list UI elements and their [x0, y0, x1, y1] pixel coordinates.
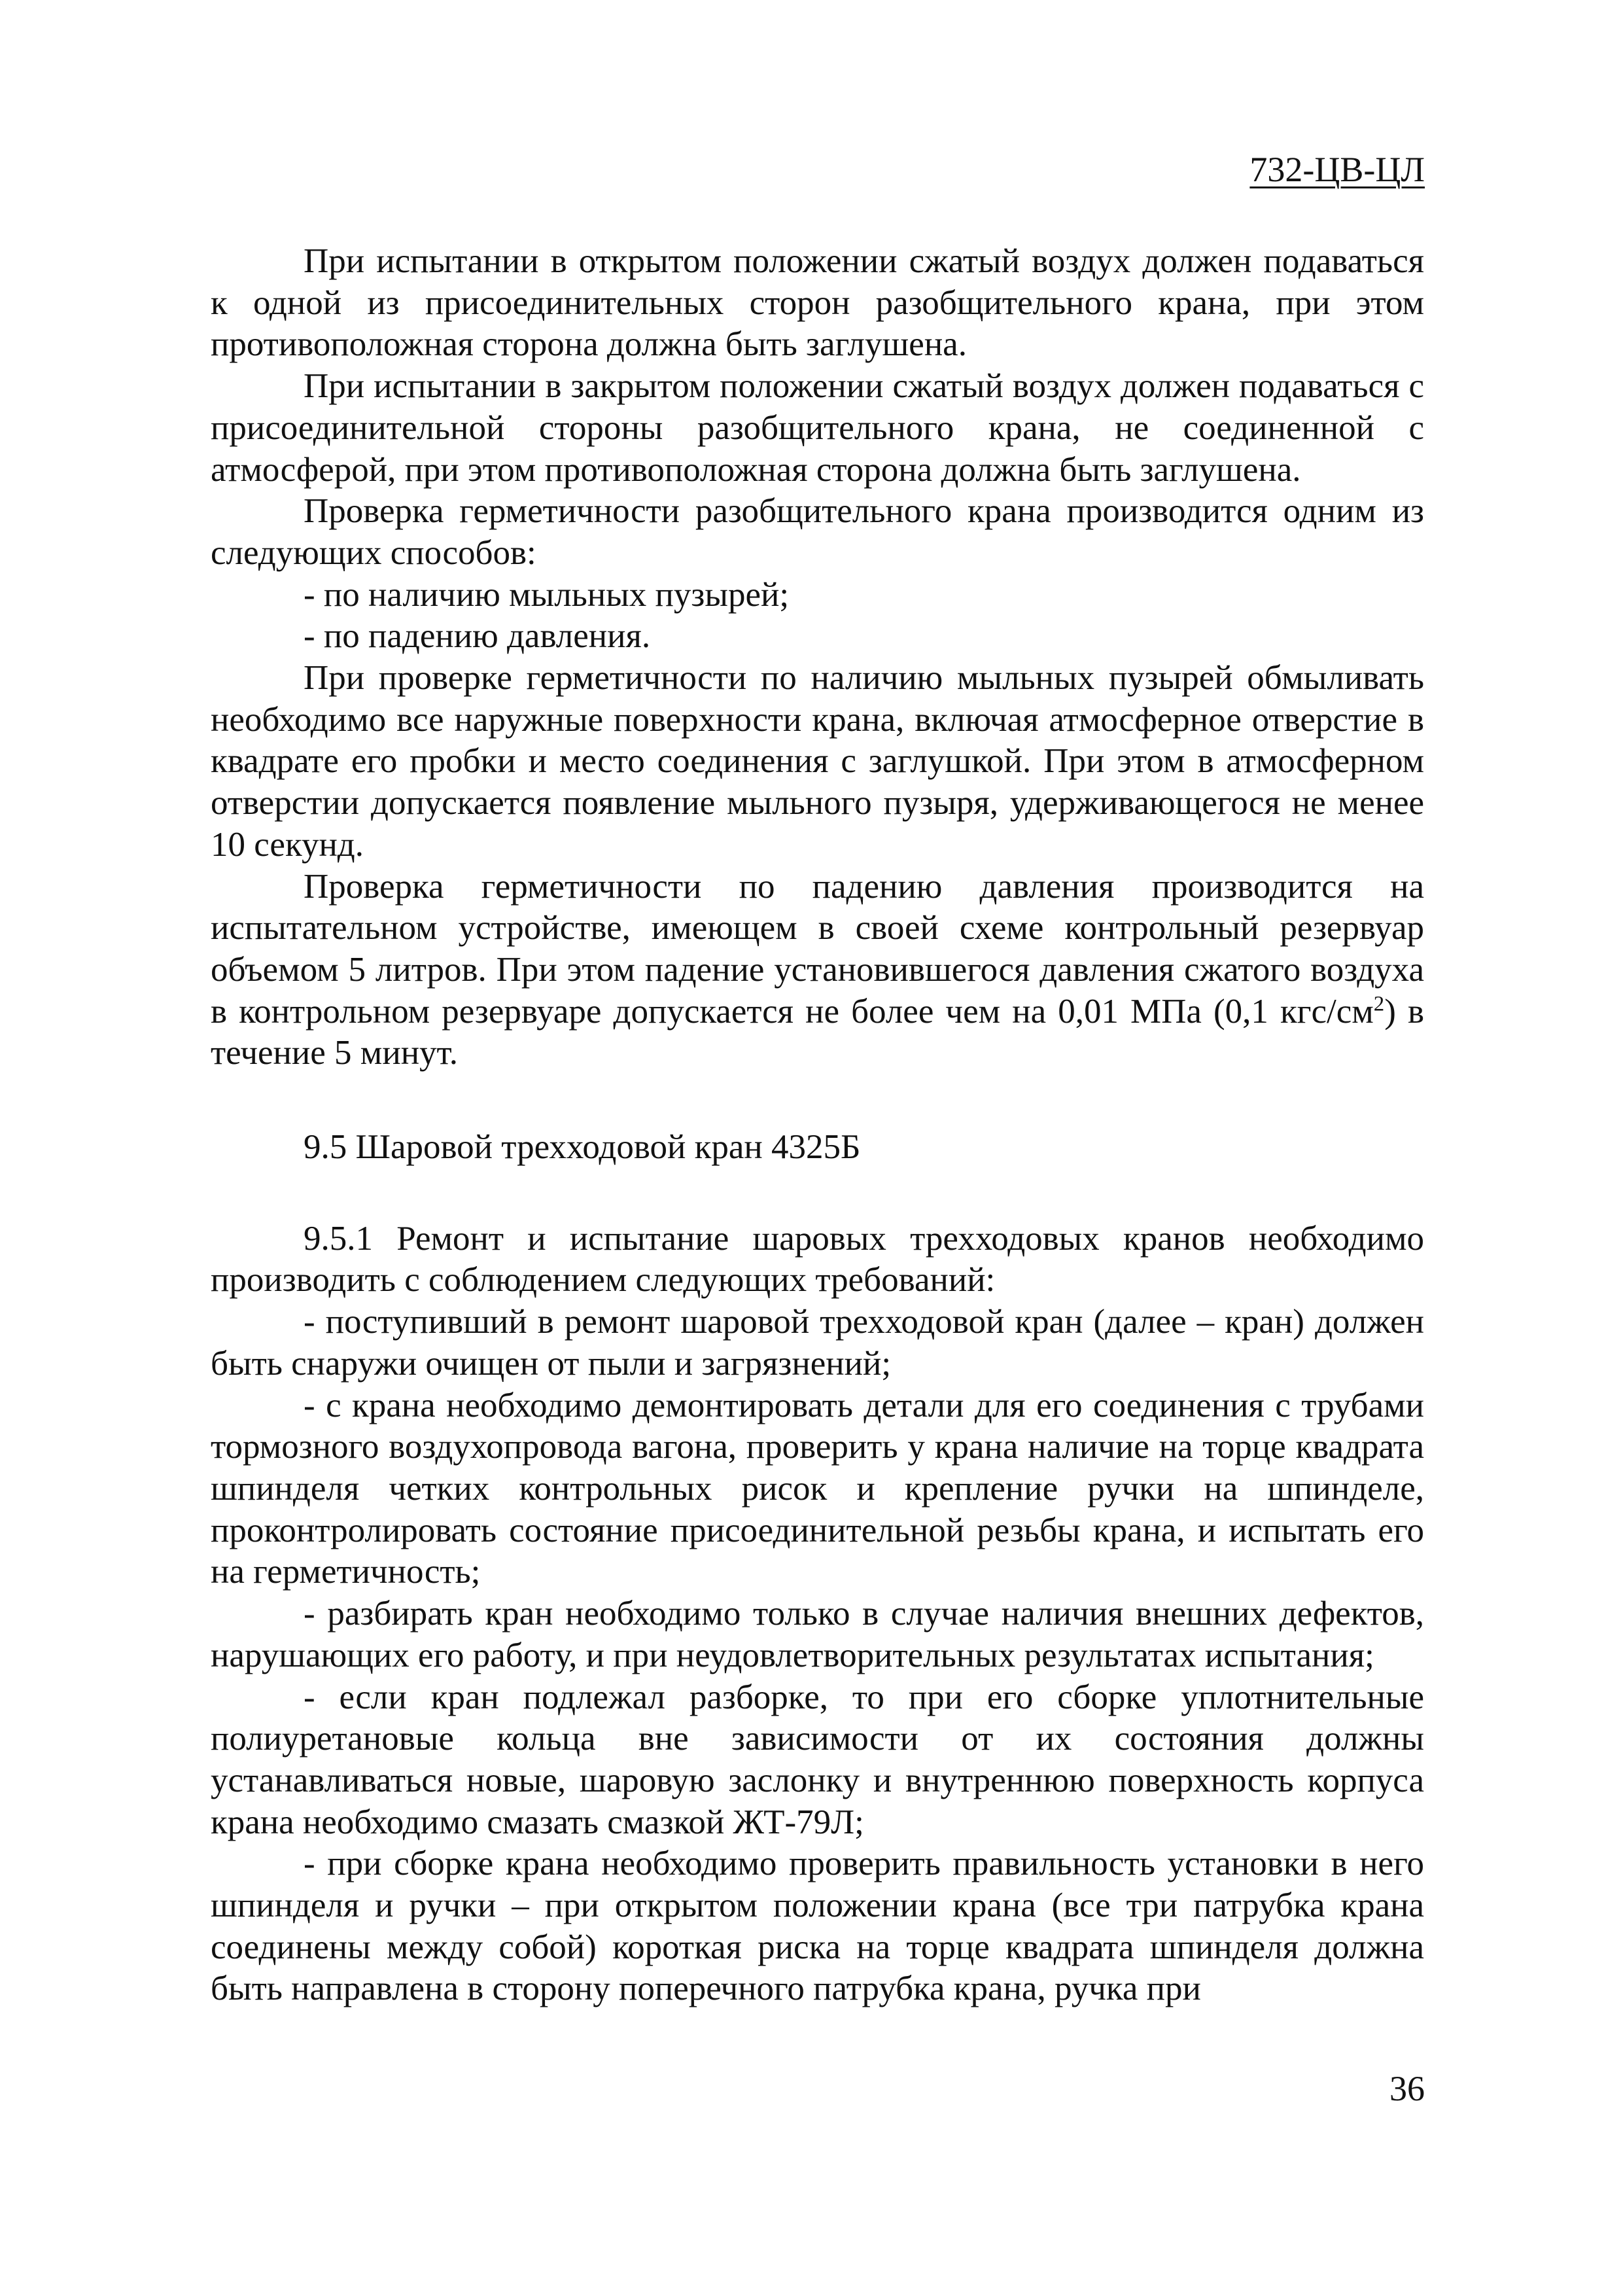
page-body — [211, 241, 1424, 2010]
list-item-soap-bubbles: - по наличию мыльных пузырей; — [304, 575, 790, 614]
pressure-drop-text: Проверка герметичности по падению давления производится на испытательном устройстве, имеющем в своей схеме контрольный резервуар объемом 5 литров. При этом падение установившегося давления сжатого воздуха в контрольном резервуаре допускается не более чем на 0,01 МПа (0,1 кгс/см — [211, 867, 1424, 1031]
paragraph-check-methods: Проверка герметичности разобщительного крана производится одним из следующих способов: — [211, 492, 1424, 572]
page-number: 36 — [1389, 2069, 1425, 2108]
list-item-spindle-check: - при сборке крана необходимо проверить правильность установки в него шпинделя и ручки – при открытом положении крана (все три патрубка крана соединены между собой) короткая риска на торце квадрата шпинделя должна быть направлена в сторону поперечного патрубка крана, ручка при — [211, 1845, 1424, 2008]
paragraph-closed-position-test: При испытании в закрытом положении сжатый воздух должен подаваться с присоединительной стороны разобщительного крана, не соединенной с атмосферой, при этом противоположная сторона должна быть заглушена. — [211, 367, 1424, 489]
paragraph-9-5-1: 9.5.1 Ремонт и испытание шаровых трехходовых кранов необходимо производить с соблюдением следующих требований: — [211, 1219, 1424, 1299]
section-title: 9.5 Шаровой трехходовой кран 4325Б — [304, 1128, 861, 1167]
list-item-disassembly: - разбирать кран необходимо только в случае наличия внешних дефектов, нарушающих его работу, и при неудовлетворительных результатах испытания; — [211, 1595, 1424, 1674]
paragraph-open-position-test: При испытании в открытом положении сжатый воздух должен подаваться к одной из присоединительных сторон разобщительного крана, при этом противоположная сторона должна быть заглушена. — [211, 242, 1424, 364]
paragraph-soap-bubble-check: При проверке герметичности по наличию мыльных пузырей обмыливать необходимо все наружные поверхности крана, включая атмосферное отверстие в квадрате его пробки и место соединения с заглушкой. При этом в атмосферном отверстии допускается появление мыльного пузыря, удерживающегося не менее 10 секунд. — [211, 659, 1424, 864]
list-item-assembly-rings: - если кран подлежал разборке, то при его сборке уплотнительные полиуретановые кольца вне зависимости от их состояния должны устанавливаться новые, шаровую заслонку и внутреннюю поверхность корпуса крана необходимо смазать смазкой ЖТ-79Л; — [211, 1678, 1424, 1841]
list-item-cleaning: - поступивший в ремонт шаровой трехходовой кран (далее – кран) должен быть снаружи очищен от пыли и загрязнений; — [211, 1303, 1424, 1383]
pressure-drop-text-end: ) в течение 5 минут. — [211, 992, 1424, 1072]
superscript: 2 — [1373, 992, 1385, 1016]
document-code: 732-ЦВ-ЦЛ — [1249, 150, 1425, 189]
list-item-dismantling: - с крана необходимо демонтировать детали для его соединения с трубами тормозного воздухопровода вагона, проверить у крана наличие на торце квадрата шпинделя четких контрольных рисок и крепление ручки на шпинделе, проконтролировать состояние присоединительной резьбы крана, и испытать его на герметичность; — [211, 1386, 1424, 1591]
list-item-pressure-drop: - по падению давления. — [304, 617, 651, 656]
paragraph-pressure-drop-check — [211, 866, 1424, 1075]
